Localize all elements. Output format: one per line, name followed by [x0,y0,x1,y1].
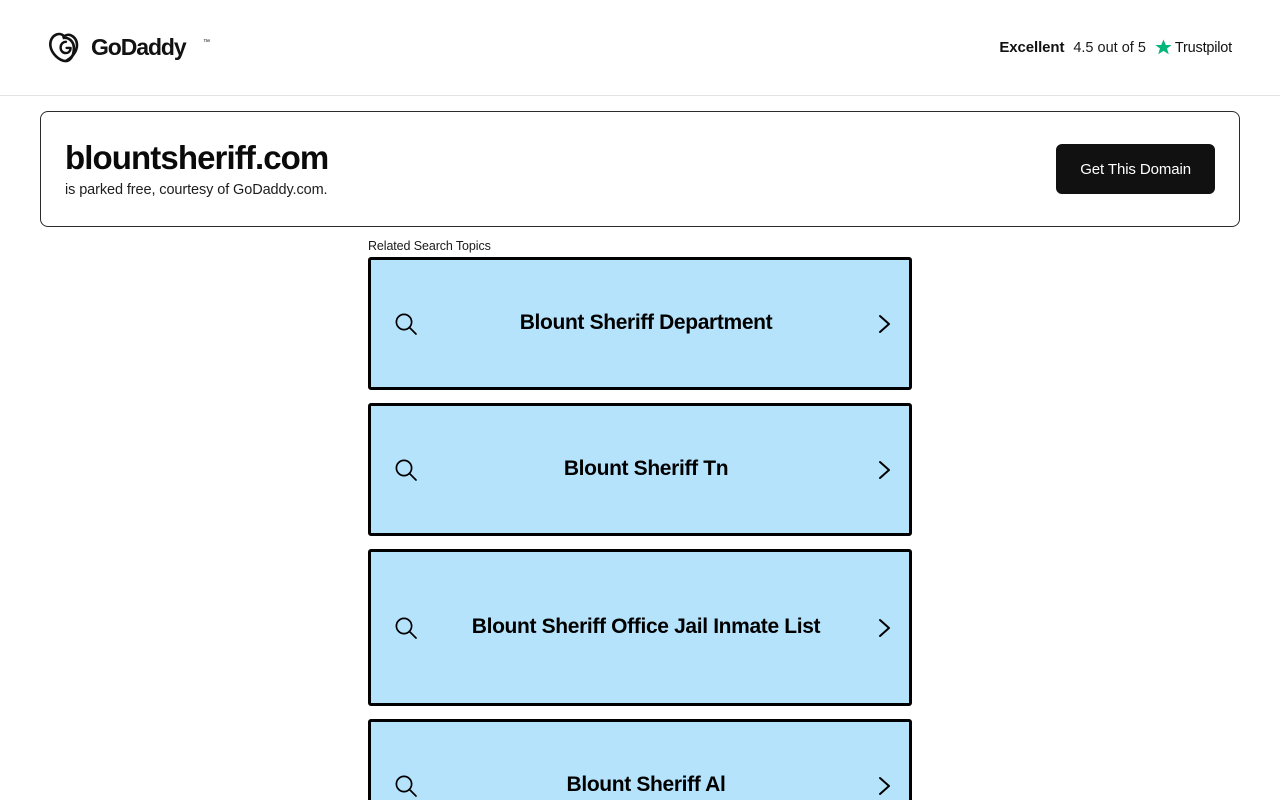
trustpilot-rating[interactable] [999,39,1232,56]
topic-title: Blount Sheriff Department [519,311,773,335]
topic-title: Blount Sheriff Al [566,773,726,797]
search-icon [393,773,419,799]
search-icon [393,615,419,641]
chevron-right-icon [873,457,895,483]
list-item[interactable] [368,549,912,706]
domain-subtitle: is parked free, courtesy of GoDaddy.com. [65,182,328,199]
trustpilot-brand-name: Trustpilot [1174,39,1232,56]
chevron-right-icon [873,773,895,799]
search-icon [393,311,419,337]
svg-text:™: ™ [203,38,210,46]
list-item[interactable] [368,719,912,800]
svg-text:GoDaddy: GoDaddy [91,33,186,60]
trustpilot-verdict: Excellent [999,39,1065,56]
godaddy-brand-logo[interactable] [46,30,211,66]
site-header [0,0,1280,96]
chevron-right-icon [873,311,895,337]
chevron-right-icon [873,615,895,641]
related-search-topics [368,239,912,800]
trustpilot-brand [1155,39,1232,56]
related-search-topics-label: Related Search Topics [368,239,491,253]
list-item[interactable] [368,257,912,390]
parked-domain-panel [40,111,1240,227]
list-item[interactable] [368,403,912,536]
godaddy-wordmark [91,33,211,63]
topic-title: Blount Sheriff Tn [563,457,729,481]
topic-list [368,257,912,800]
page-title: blountsheriff.com [65,138,329,176]
search-icon [393,457,419,483]
godaddy-heart-logo-icon [46,30,82,66]
trustpilot-score: 4.5 out of 5 [1073,39,1146,56]
get-this-domain-button[interactable]: Get This Domain [1056,144,1215,194]
topic-title: Blount Sheriff Office Jail Inmate List [471,615,821,639]
domain-info [65,140,328,198]
trustpilot-star-icon [1155,39,1172,56]
